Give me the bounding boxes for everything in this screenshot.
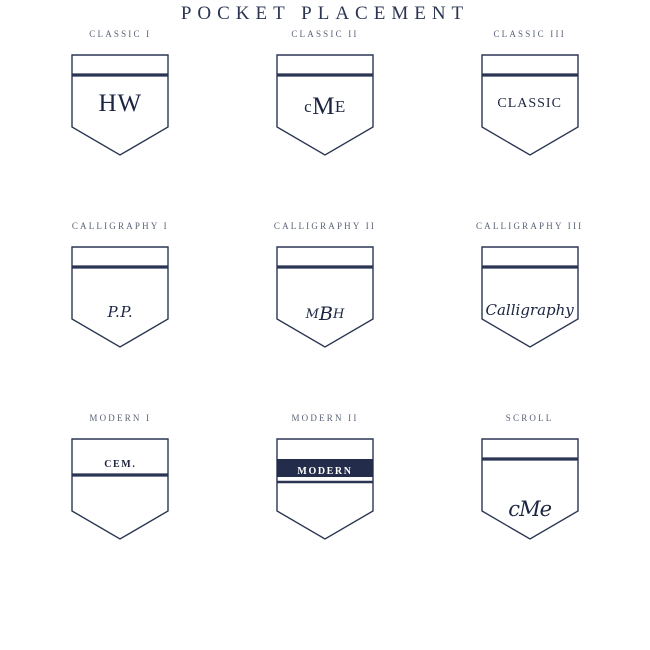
pocket-outline-icon	[480, 53, 580, 157]
pocket-shape	[480, 437, 580, 541]
pocket-shape	[70, 437, 170, 541]
monogram-part-3: E	[334, 97, 346, 116]
monogram-part-1: c	[508, 497, 520, 521]
pocket-outline-icon	[70, 437, 170, 541]
page-title: POCKET PLACEMENT	[180, 3, 470, 24]
pocket-option-calligraphy-one[interactable]	[18, 221, 223, 413]
pocket-option-calligraphy-two[interactable]	[223, 221, 428, 413]
pocket-option-classic-one[interactable]	[18, 29, 223, 221]
pocket-shape	[480, 53, 580, 157]
monogram-text: CLASSIC	[497, 96, 562, 111]
pocket-option-calligraphy-three[interactable]	[427, 221, 632, 413]
pocket-shape	[275, 53, 375, 157]
monogram-text: CEM.	[104, 459, 137, 470]
monogram-text: MODERN	[297, 466, 353, 477]
pocket-label: SCROLL	[505, 413, 554, 423]
pocket-label: CALLIGRAPHY I	[71, 221, 169, 231]
pocket-option-scroll[interactable]	[427, 413, 632, 605]
monogram-part-2: B	[318, 303, 333, 325]
pocket-shape	[275, 437, 375, 541]
pocket-outline-icon	[275, 245, 375, 349]
monogram-part-2: M	[312, 93, 335, 120]
pocket-outline-icon	[70, 245, 170, 349]
pocket-label: MODERN II	[291, 413, 359, 423]
monogram-text: Calligraphy	[485, 301, 574, 319]
monogram-part-1: M	[305, 307, 319, 322]
monogram-part-3: e	[539, 497, 552, 521]
pocket-shape	[70, 245, 170, 349]
pocket-option-classic-two[interactable]	[223, 29, 428, 221]
pocket-label: MODERN I	[89, 413, 152, 423]
monogram-part-1: c	[304, 97, 313, 116]
pocket-outline-icon	[275, 437, 375, 541]
pocket-outline-icon	[275, 53, 375, 157]
pocket-label: CALLIGRAPHY III	[475, 221, 584, 231]
pocket-shape	[480, 245, 580, 349]
pocket-outline-icon	[480, 437, 580, 541]
pocket-option-modern-two[interactable]	[223, 413, 428, 605]
pocket-shape	[275, 245, 375, 349]
monogram-part-2: M	[519, 497, 540, 521]
pocket-outline-icon	[480, 245, 580, 349]
monogram-part-3: H	[332, 307, 345, 322]
monogram-text: HW	[98, 90, 143, 117]
pocket-option-modern-one[interactable]	[18, 413, 223, 605]
pocket-label: CALLIGRAPHY II	[273, 221, 377, 231]
pocket-outline-icon	[70, 53, 170, 157]
pocket-label: CLASSIC I	[89, 29, 152, 39]
pocket-option-classic-three[interactable]	[427, 29, 632, 221]
pocket-label: CLASSIC II	[291, 29, 359, 39]
pocket-shape	[70, 53, 170, 157]
pocket-label: CLASSIC III	[493, 29, 566, 39]
monogram-text: P.P.	[107, 303, 134, 321]
pocket-grid	[0, 25, 650, 605]
